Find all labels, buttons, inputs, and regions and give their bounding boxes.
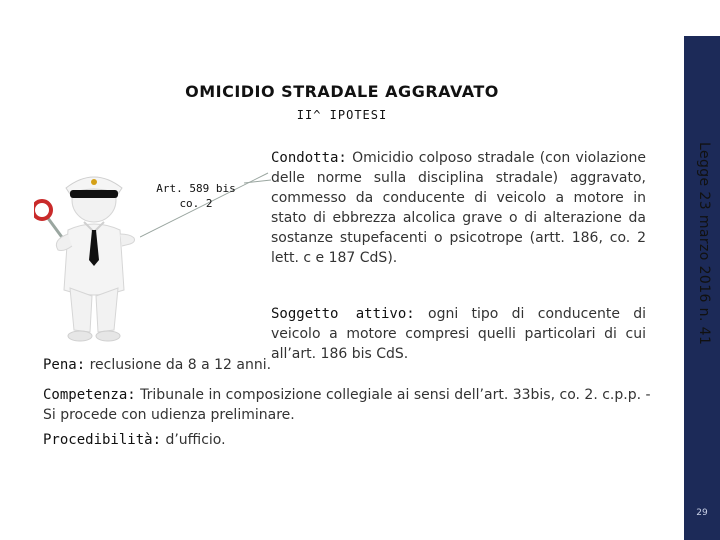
callout-text: Art. 589 bis co. 2	[156, 182, 236, 210]
soggetto-text: ogni tipo di conducente di veicolo a motore compresi quelli particolari di cui all’art. 186 bis CdS.	[271, 306, 647, 362]
competenza-text: Tribunale in composizione collegiale ai sensi dell’art. 33bis, co. 2. c.p.p. - Si procede con udienza preliminare.	[43, 387, 651, 423]
competenza-paragraph	[43, 385, 663, 425]
page-number: 29	[696, 508, 708, 518]
condotta-paragraph	[271, 148, 646, 268]
procedibilita-line	[43, 430, 663, 450]
procedibilita-text: d’ufficio.	[161, 432, 226, 448]
slide-title: OMICIDIO STRADALE AGGRAVATO	[185, 82, 499, 101]
procedibilita-label: Procedibilità:	[43, 432, 162, 448]
sidebar-vertical-label: Legge 23 marzo 2016 n. 41	[696, 142, 712, 346]
condotta-label: Condotta:	[271, 150, 347, 166]
slide-subtitle: II^ IPOTESI	[296, 108, 388, 122]
condotta-text: Omicidio colposo stradale (con violazione delle norme sulla disciplina stradale) aggravato, commesso da conducente di veicolo a motore in stato di ebbrezza alcolica grave o di alterazione da sostanze stupefacenti o psicotrope (artt. 186, co. 2 lett. c e 187 CdS).	[271, 150, 646, 266]
pena-label: Pena:	[43, 357, 86, 373]
pena-line	[43, 355, 663, 375]
soggetto-label: Soggetto attivo:	[271, 306, 415, 322]
competenza-label: Competenza:	[43, 387, 136, 403]
pena-text: reclusione da 8 a 12 anni.	[85, 357, 272, 373]
traffic-officer-figure-icon	[34, 160, 140, 350]
